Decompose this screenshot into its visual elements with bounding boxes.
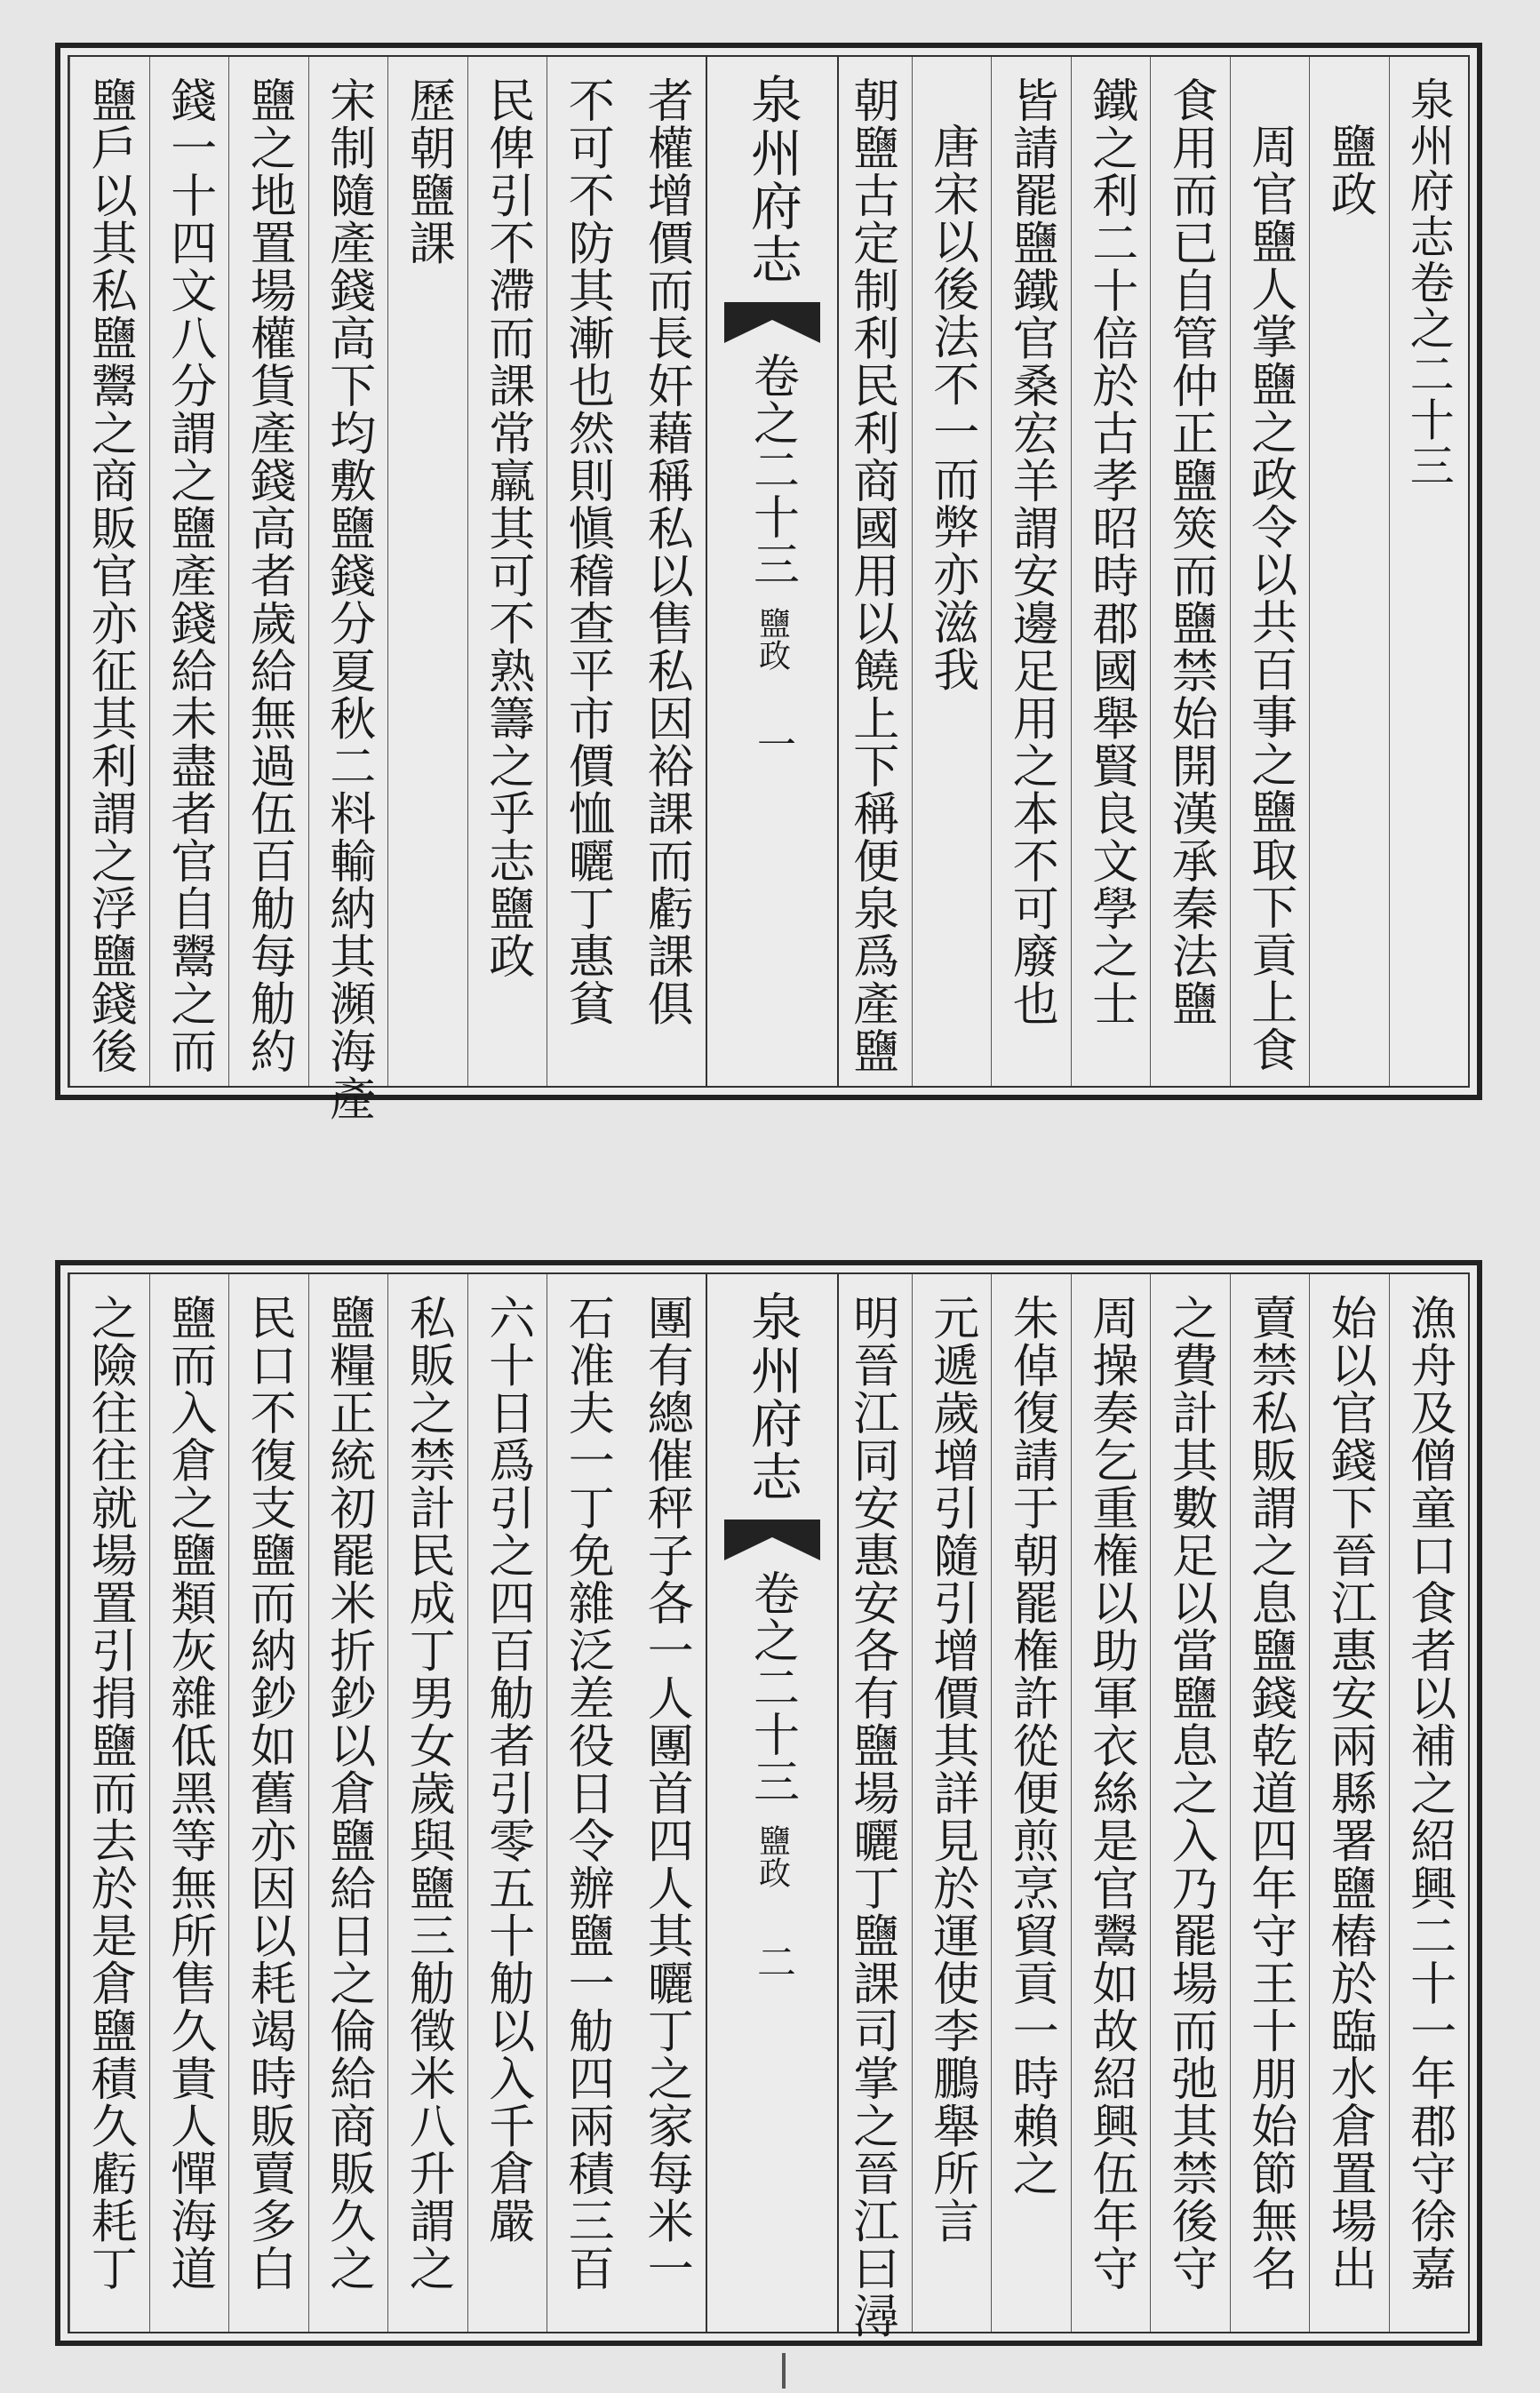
text-column: 鹽而入倉之鹽類灰雜低黑等無所售久貴人憚海道 — [149, 1274, 229, 2332]
book-title: 泉州府志 — [742, 73, 802, 286]
text-column: 者權增價而長奸藉稱私以售私因裕課而虧課俱 — [639, 76, 693, 1027]
text-column: 賣禁私販謂之息鹽錢乾道四年守王十朋始節無名 — [1230, 1274, 1310, 2332]
text-column: 民口不復支鹽而納鈔如舊亦因以耗竭時販賣多白 — [228, 1274, 308, 2332]
page-frame — [68, 1272, 1470, 2340]
right-half — [832, 57, 1468, 1086]
volume-label: 卷之二十三 — [745, 1569, 799, 1805]
section-label: 鹽政 — [754, 607, 791, 671]
text-column: 歷朝鹽課 — [387, 57, 467, 1086]
page-spread-2 — [55, 1260, 1482, 2346]
center-fold — [706, 1274, 839, 2332]
text-column: 民俾引不滯而課常羸其可不熟籌之乎志鹽政 — [467, 57, 547, 1086]
text-column: 鹽之地置場權貨產錢高者歲給無過伍百觔每觔約 — [228, 57, 308, 1086]
text-column: 周操奏乞重権以助軍衣絲是官鬻如故紹興伍年守 — [1071, 1274, 1151, 2332]
text-column: 私販之禁計民成丁男女歲與鹽三觔徵米八升謂之 — [387, 1274, 467, 2332]
fishtail-mark — [724, 1520, 820, 1560]
text-column: 石准夫一丁免雜泛差役日令辦鹽一觔四兩積三百 — [547, 1274, 626, 2332]
book-title: 泉州府志 — [742, 1290, 802, 1504]
text-column: 鹽戶以其私鹽鬻之商販官亦征其利謂之浮鹽錢後 — [69, 57, 149, 1086]
text-column: 鹽糧正統初罷米折鈔以倉鹽給日之倫給商販久之 — [308, 1274, 388, 2332]
page-number: 一 — [750, 724, 795, 763]
text-column: 明晉江同安惠安各有鹽場曬丁鹽課司掌之晉江曰潯 — [844, 1294, 898, 2340]
text-column: 錢一十四文八分謂之鹽產錢給未盡者官自鬻之而 — [149, 57, 229, 1086]
page-spread-1 — [55, 43, 1482, 1122]
text-column: 不可不防其漸也然則愼稽查平市價恤曬丁惠貧 — [547, 57, 626, 1086]
text-column: 始以官錢下晉江惠安兩縣署鹽樁於臨水倉置場出 — [1309, 1274, 1389, 2332]
left-half — [69, 1274, 706, 2332]
text-column: 朝鹽古定制利民利商國用以饒上下稱便泉爲產鹽 — [844, 76, 898, 1075]
text-column: 團有總催秤子各一人團首四人其曬丁之家每米一 — [639, 1294, 693, 2293]
right-half — [832, 1274, 1468, 2340]
binding-mark — [782, 2353, 786, 2389]
text-column: 之險往往就場置引捐鹽而去於是倉鹽積久虧耗丁 — [69, 1274, 149, 2332]
fishtail-mark — [724, 302, 820, 343]
page-frame — [68, 55, 1470, 1122]
text-column: 六十日爲引之四百觔者引零五十觔以入千倉嚴 — [467, 1274, 547, 2332]
text-column: 朱倬復請于朝罷権許從便煎烹貿貢一時賴之 — [991, 1274, 1071, 2332]
text-column: 鐵之利二十倍於古孝昭時郡國舉賢良文學之士 — [1071, 57, 1151, 1086]
text-column: 漁舟及僧童口食者以補之紹興二十一年郡守徐嘉 — [1389, 1274, 1469, 2332]
volume-label: 卷之二十三 — [745, 352, 799, 587]
left-half — [69, 57, 706, 1122]
text-column: 泉州府志卷之二十三 — [1389, 57, 1469, 1086]
text-column: 元遞歲增引隨引增價其詳見於運使李鵬舉所言 — [912, 1274, 992, 2332]
text-column: 之費計其數足以當鹽息之入乃罷場而弛其禁後守 — [1150, 1274, 1230, 2332]
text-column: 皆請罷鹽鐵官桑宏羊謂安邊足用之本不可廢也 — [991, 57, 1071, 1086]
text-column: 鹽政 — [1309, 57, 1389, 1086]
page-number: 二 — [750, 1942, 795, 1981]
section-label: 鹽政 — [754, 1824, 791, 1888]
text-column: 周官鹽人掌鹽之政令以共百事之鹽取下貢上食 — [1230, 57, 1310, 1086]
center-fold — [706, 57, 839, 1086]
text-column: 唐宋以後法不一而弊亦滋我 — [912, 57, 992, 1086]
text-column: 宋制隨產錢高下均敷鹽錢分夏秋二料輸納其瀕海產 — [308, 57, 388, 1086]
text-column: 食用而已自管仲正鹽筴而鹽禁始開漢承秦法鹽 — [1150, 57, 1230, 1086]
